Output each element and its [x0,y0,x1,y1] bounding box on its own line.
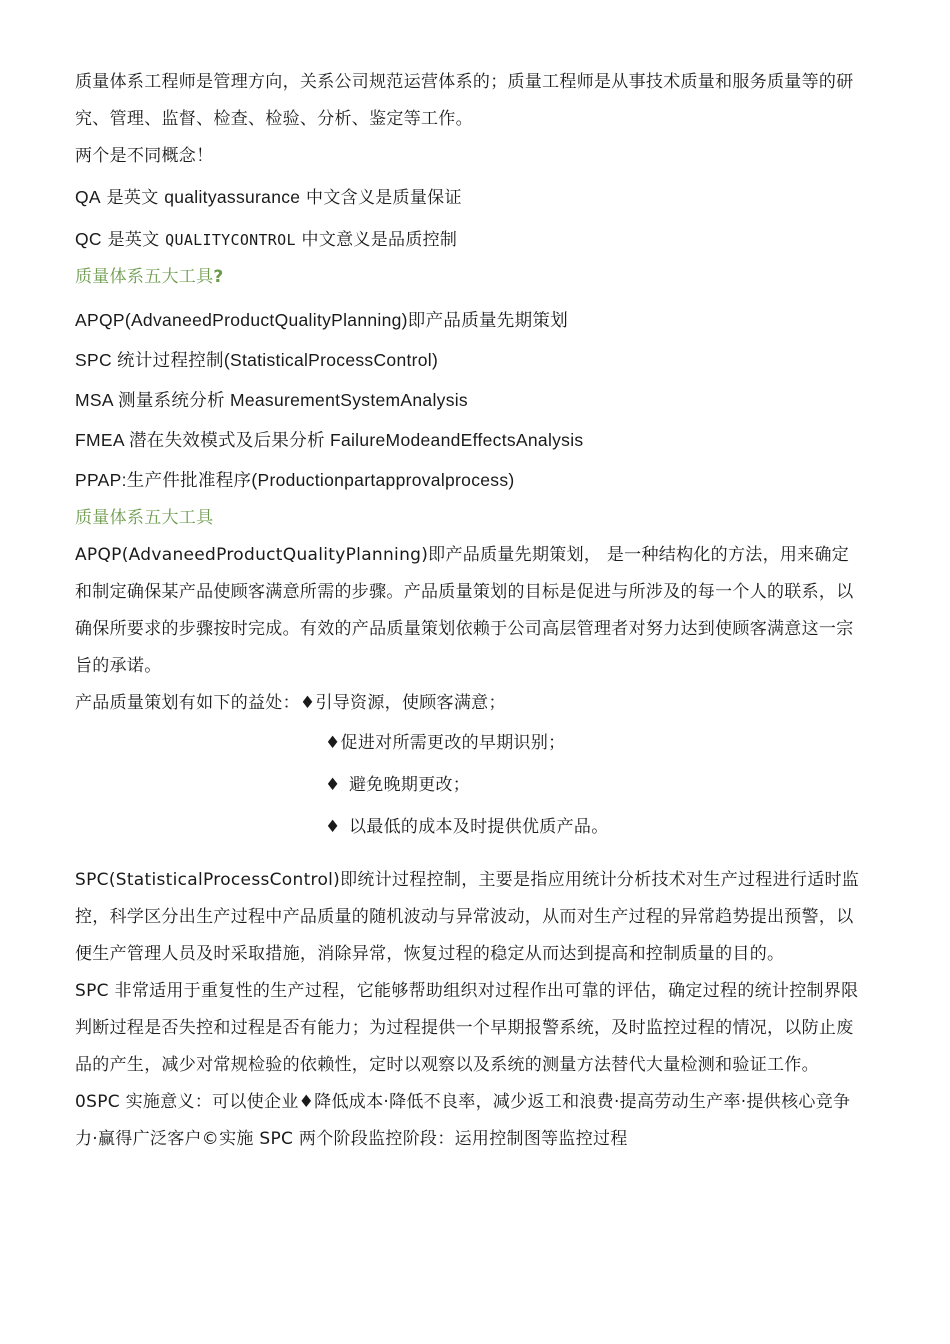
benefit-text: 促进对所需更改的早期识别； [340,733,566,753]
spc-paragraph-2: SPC 非常适用于重复性的生产过程，它能够帮助组织对过程作出可靠的评估，确定过程的统计控制界限判断过程是否失控和过程是否有能力；为过程提供一个早期报警系统，及时监控过程的情况，以防止废品的产生，减少对常规检验的依赖性，定时以观察以及系统的测量方法替代大量检测和验证工作。 [75,981,859,1075]
section-heading-tools-list [75,259,865,296]
qa-mid: 是英文 [100,188,165,208]
apqp-paragraph: APQP(AdvaneedProductQualityPlanning)即产品质量先期策划， 是一种结构化的方法，用来确定和制定确保某产品使顾客满意所需的步骤。产品质量策划的目标是促进与所涉及的每一个人的联系，以确保所要求的步骤按时完成。有效的产品质量策划依赖于公司高层管理者对努力达到使顾客满意这一宗旨的承诺。 [75,545,854,676]
qc-term: QUALITYCONTROL [165,231,296,249]
benefit-text: 以最低的成本及时提供优质产品。 [349,817,609,837]
diamond-bullet-icon: ♦ [325,775,341,795]
intro-conclusion: 两个是不同概念！ [75,146,214,166]
tool-item-fmea: FMEA 潜在失效模式及后果分析 FailureModeandEffectsAnalysis [75,430,584,450]
tools-list [75,300,865,500]
qc-abbrev: QC [75,229,102,249]
benefit-item [325,806,865,848]
heading-mark: ? [213,267,224,287]
diamond-bullet-icon: ♦ [325,733,341,753]
heading-text: 质量体系五大工具 [75,267,214,287]
qc-meaning: 中文意义是品质控制 [295,230,458,250]
spc-paragraph-3: 0SPC 实施意义：可以使企业♦降低成本·降低不良率，减少返工和浪费·提高劳动生产率·提供核心竞争力·赢得广泛客户©实施 SPC 两个阶段监控阶段：运用控制图等监控过程 [75,1092,851,1149]
benefit-item [325,722,865,764]
benefits-list [325,722,865,848]
qa-definition [75,179,865,217]
tool-item-msa: MSA 测量系统分析 MeasurementSystemAnalysis [75,390,468,410]
qa-term: qualityassurance [164,187,301,207]
diamond-bullet-icon: ♦ [325,817,341,837]
qa-abbrev: QA [75,187,101,207]
tool-item-ppap: PPAP:生产件批准程序(Productionpartapprovalprocess) [75,470,515,490]
qc-mid: 是英文 [101,230,166,250]
qc-definition [75,221,865,259]
tool-item-spc: SPC 统计过程控制(StatisticalProcessControl) [75,350,439,370]
document-page [75,64,865,1158]
benefit-text: 避免晚期更改； [349,775,471,795]
spc-paragraph-1: SPC(StatisticalProcessControl)即统计过程控制，主要是指应用统计分析技术对生产过程进行适时监控，科学区分出生产过程中产品质量的随机波动与异常波动，从而对生产过程的异常趋势提出预警，以便生产管理人员及时采取措施，消除异常，恢复过程的稳定从而达到提高和控制质量的目的。 [75,870,860,964]
section-heading-tools-detail: 质量体系五大工具 [75,508,214,528]
benefits-lead: 产品质量策划有如下的益处：♦引导资源，使顾客满意； [75,693,506,713]
qa-meaning: 中文含义是质量保证 [300,188,462,208]
benefit-item [325,764,865,806]
tool-item-apqp: APQP(AdvaneedProductQualityPlanning)即产品质量先期策划 [75,310,568,330]
intro-paragraph: 质量体系工程师是管理方向，关系公司规范运营体系的；质量工程师是从事技术质量和服务质量等的研究、管理、监督、检查、检验、分析、鉴定等工作。 [75,72,854,129]
